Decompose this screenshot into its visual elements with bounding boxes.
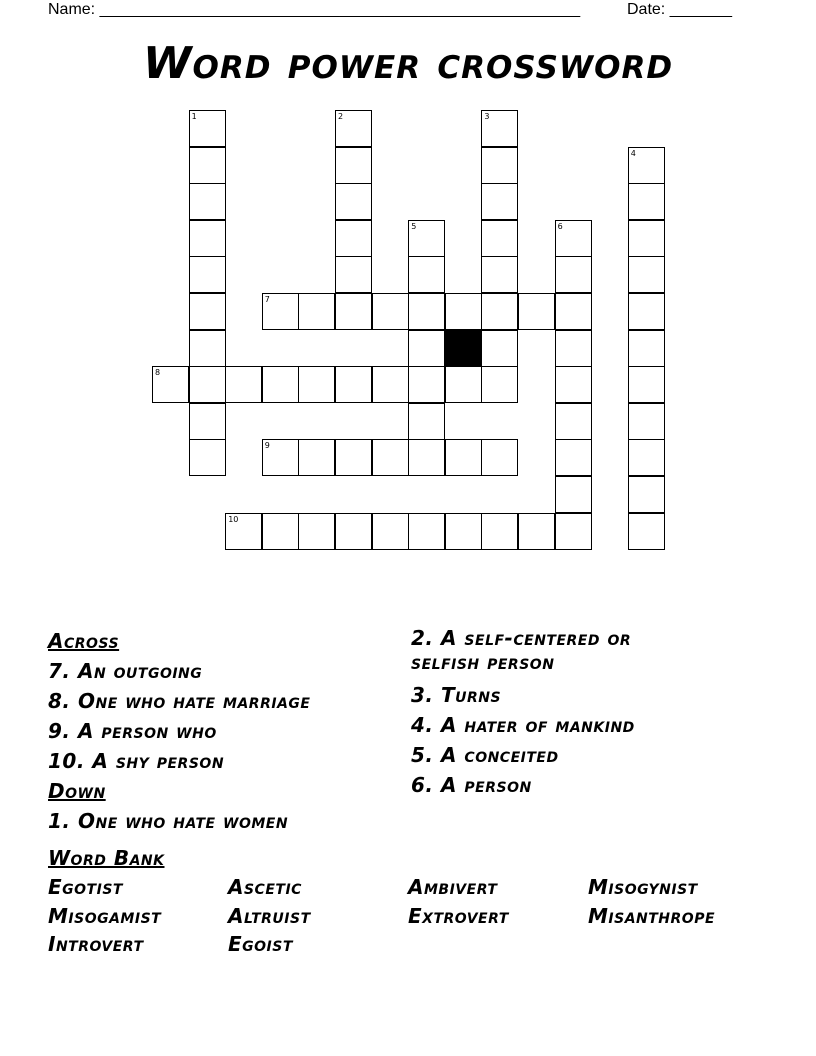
grid-cell[interactable]	[628, 403, 665, 440]
grid-cell[interactable]	[335, 439, 372, 476]
word-bank-item: Misogynist	[588, 875, 698, 899]
grid-cell[interactable]	[408, 403, 445, 440]
clue-number: 6	[557, 221, 563, 231]
grid-cell[interactable]	[555, 403, 592, 440]
grid-cell[interactable]	[518, 513, 555, 550]
down-heading: Down	[48, 779, 106, 803]
black-cell	[445, 330, 482, 367]
grid-cell[interactable]	[189, 110, 226, 147]
grid-cell[interactable]	[189, 183, 226, 220]
grid-cell[interactable]	[518, 293, 555, 330]
grid-cell[interactable]	[445, 366, 482, 403]
grid-cell[interactable]	[481, 330, 518, 367]
word-bank-item: Extrovert	[408, 904, 509, 928]
grid-cell[interactable]	[372, 293, 409, 330]
grid-cell[interactable]	[555, 330, 592, 367]
grid-cell[interactable]	[408, 220, 445, 257]
grid-cell[interactable]	[335, 256, 372, 293]
clue-number: 10	[228, 514, 239, 524]
grid-cell[interactable]	[481, 256, 518, 293]
grid-cell[interactable]	[481, 439, 518, 476]
clue-number: 5	[411, 221, 417, 231]
grid-cell[interactable]	[628, 330, 665, 367]
grid-cell[interactable]	[481, 366, 518, 403]
clue-number: 9	[264, 441, 270, 451]
clues-left-column	[48, 626, 408, 836]
grid-cell[interactable]	[445, 513, 482, 550]
grid-cell[interactable]	[481, 147, 518, 184]
page-title: Word power crossword	[142, 38, 674, 89]
grid-cell[interactable]	[408, 330, 445, 367]
word-bank-item: Egotist	[48, 875, 123, 899]
down-clue: 2. A self-centered or	[411, 626, 632, 650]
grid-cell[interactable]	[628, 366, 665, 403]
grid-cell[interactable]	[481, 183, 518, 220]
down-clue-continued: selfish person	[411, 650, 555, 674]
grid-cell[interactable]	[262, 513, 299, 550]
grid-cell[interactable]	[628, 220, 665, 257]
grid-cell[interactable]	[628, 439, 665, 476]
grid-cell[interactable]	[445, 293, 482, 330]
clue-number: 8	[155, 368, 161, 378]
word-bank-item: Altruist	[228, 904, 311, 928]
grid-cell[interactable]	[298, 366, 335, 403]
grid-cell[interactable]	[335, 147, 372, 184]
grid-cell[interactable]	[152, 366, 189, 403]
word-bank-item: Ascetic	[228, 875, 302, 899]
grid-cell[interactable]	[335, 220, 372, 257]
grid-cell[interactable]	[225, 366, 262, 403]
grid-cell[interactable]	[481, 293, 518, 330]
grid-cell[interactable]	[298, 513, 335, 550]
clue-number: 7	[264, 295, 270, 304]
name-field[interactable]: Name: ______________________________________________________	[48, 1, 581, 18]
grid-cell[interactable]	[408, 256, 445, 293]
grid-cell[interactable]	[372, 513, 409, 550]
grid-cell[interactable]	[262, 439, 299, 476]
grid-cell[interactable]	[628, 476, 665, 513]
grid-cell[interactable]	[481, 220, 518, 257]
grid-cell[interactable]	[189, 256, 226, 293]
grid-cell[interactable]	[335, 513, 372, 550]
clue-number: 2	[338, 112, 344, 121]
grid-cell[interactable]	[189, 293, 226, 330]
grid-cell[interactable]	[298, 439, 335, 476]
clues-right-column	[411, 626, 791, 800]
grid-cell[interactable]	[628, 293, 665, 330]
word-bank-item: Ambivert	[408, 875, 498, 899]
word-bank-item: Introvert	[48, 932, 144, 956]
grid-cell[interactable]	[372, 366, 409, 403]
grid-cell[interactable]	[408, 513, 445, 550]
grid-cell[interactable]	[189, 330, 226, 367]
across-clue: 8. One who hate marriage	[48, 689, 311, 713]
down-clue: 5. A conceited	[411, 743, 559, 767]
down-clue: 1. One who hate women	[48, 809, 289, 833]
date-field[interactable]: Date: _______	[627, 1, 732, 18]
grid-cell[interactable]	[628, 513, 665, 550]
grid-cell[interactable]	[189, 147, 226, 184]
grid-cell[interactable]	[189, 403, 226, 440]
down-clue: 4. A hater of mankind	[411, 713, 635, 737]
across-clue: 7. An outgoing	[48, 659, 203, 683]
grid-cell[interactable]	[481, 513, 518, 550]
word-bank-heading: Word Bank	[48, 846, 165, 870]
grid-cell[interactable]	[335, 183, 372, 220]
grid-cell[interactable]	[335, 293, 372, 330]
clue-number: 4	[630, 148, 636, 158]
grid-cell[interactable]	[408, 293, 445, 330]
grid-cell[interactable]	[555, 293, 592, 330]
word-bank-item: Misogamist	[48, 904, 162, 928]
grid-cell[interactable]	[189, 220, 226, 257]
grid-cell[interactable]	[298, 293, 335, 330]
grid-cell[interactable]	[335, 366, 372, 403]
grid-cell[interactable]	[628, 256, 665, 293]
word-bank-item: Misanthrope	[588, 904, 716, 928]
grid-cell[interactable]	[555, 220, 592, 257]
clue-number: 3	[484, 112, 490, 121]
grid-cell[interactable]	[481, 110, 518, 147]
grid-cell[interactable]	[225, 513, 262, 550]
grid-cell[interactable]	[189, 439, 226, 476]
grid-cell[interactable]	[189, 366, 226, 403]
grid-cell[interactable]	[408, 366, 445, 403]
grid-cell[interactable]	[372, 439, 409, 476]
across-heading: Across	[48, 629, 120, 653]
grid-cell[interactable]	[555, 439, 592, 476]
word-bank-item: Egoist	[228, 932, 293, 956]
down-clue: 3. Turns	[411, 683, 502, 707]
grid-cell[interactable]	[555, 476, 592, 513]
down-clue: 6. A person	[411, 773, 532, 797]
grid-cell[interactable]	[408, 439, 445, 476]
grid-cell[interactable]	[445, 439, 482, 476]
grid-cell[interactable]	[335, 110, 372, 147]
grid-cell[interactable]	[555, 256, 592, 293]
grid-cell[interactable]	[262, 293, 299, 330]
across-clue: 10. A shy person	[48, 749, 225, 773]
grid-cell[interactable]	[555, 513, 592, 550]
grid-cell[interactable]	[262, 366, 299, 403]
grid-cell[interactable]	[555, 366, 592, 403]
clue-number: 1	[191, 112, 197, 121]
across-clue: 9. A person who	[48, 719, 217, 743]
grid-cell[interactable]	[628, 183, 665, 220]
grid-cell[interactable]	[628, 147, 665, 184]
